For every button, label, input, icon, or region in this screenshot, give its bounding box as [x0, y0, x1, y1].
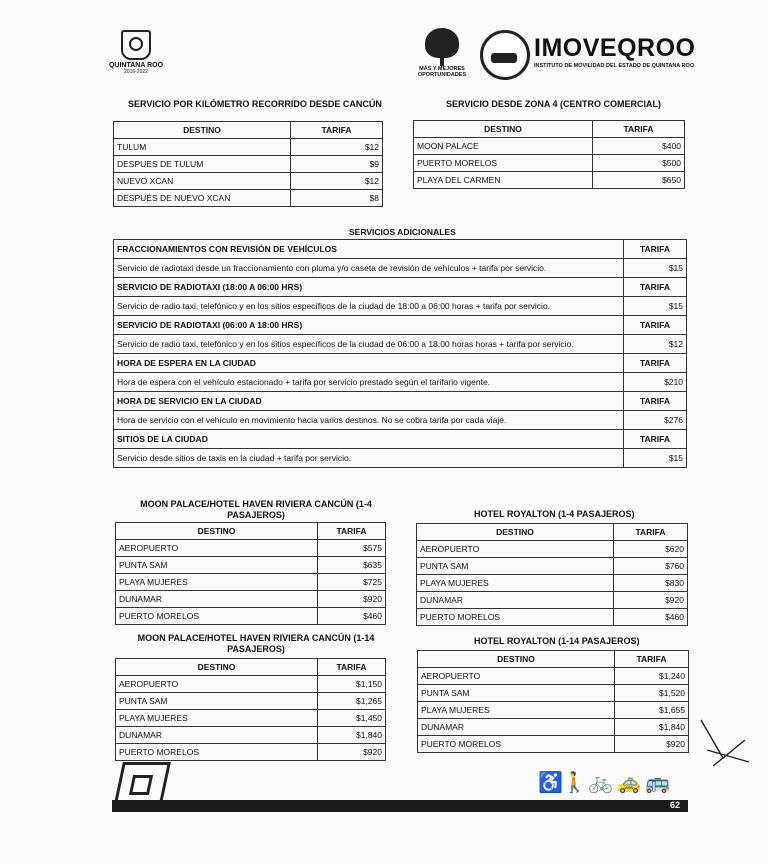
destino-cell: PUERTO MORELOS	[116, 744, 318, 761]
tarifa-cell: $460	[614, 609, 688, 626]
col-tarifa: TARIFA	[593, 121, 685, 138]
table-body	[418, 668, 689, 753]
tarifa-cell: $12	[291, 139, 383, 156]
service-heading: SERVICIO DE RADIOTAXI (18:00 A 06:00 HRS)	[114, 278, 624, 297]
service-description: Servicio de radio taxi, telefónico y en los sitios específicos de la ciudad de 18:00 a 06:00 horas + tarifa por servicio.	[114, 297, 624, 316]
tarifa-cell: $1,240	[615, 668, 689, 685]
col-tarifa: TARIFA	[318, 659, 386, 676]
col-tarifa: TARIFA	[624, 316, 687, 335]
table-body	[417, 541, 688, 626]
quintana-roo-logo	[106, 30, 166, 75]
service-rate: $15	[624, 259, 687, 278]
destino-cell: PUNTA SAM	[116, 693, 318, 710]
table-row	[116, 676, 386, 693]
org-name: IMOVEQROO	[534, 34, 696, 62]
table-row	[114, 139, 383, 156]
oportunidades-logo	[410, 28, 474, 78]
table-row	[116, 574, 386, 591]
service-detail-row	[114, 297, 687, 316]
destino-cell: PUERTO MORELOS	[418, 736, 615, 753]
destino-cell: DUNAMAR	[116, 591, 318, 608]
tarifa-cell: $9	[291, 156, 383, 173]
service-description: Hora de servicio con el vehículo en movimiento hacia varios destinos. No se cobra tarifa por cada viaje.	[114, 411, 624, 430]
table-row	[418, 736, 689, 753]
destino-cell: DESPUÉS DE NUEVO XCAN	[114, 190, 291, 207]
service-rate: $210	[624, 373, 687, 392]
destino-cell: PUERTO MORELOS	[417, 609, 614, 626]
table-body	[114, 139, 383, 207]
table-row	[418, 719, 689, 736]
tarifa-cell: $575	[318, 540, 386, 557]
tarifa-cell: $920	[614, 592, 688, 609]
taxi-icon: 🚕	[616, 772, 641, 794]
col-tarifa: TARIFA	[624, 430, 687, 449]
destino-cell: DESPUES DE TULUM	[114, 156, 291, 173]
destino-cell: DUNAMAR	[116, 727, 318, 744]
tarifa-cell: $1,840	[318, 727, 386, 744]
zona4-rates-table	[413, 120, 685, 189]
pedestrian-icon: 🚶	[562, 772, 587, 794]
col-tarifa: TARIFA	[624, 240, 687, 259]
tarifa-cell: $1,265	[318, 693, 386, 710]
footer-bar	[112, 800, 688, 812]
table-row	[116, 693, 386, 710]
table-row	[417, 592, 688, 609]
signature-mark-icon	[693, 710, 753, 770]
qroo-name: QUINTANA ROO	[108, 62, 164, 69]
royal14-rates-table	[417, 650, 689, 753]
bus-icon: 🚌	[645, 772, 670, 794]
col-tarifa: TARIFA	[624, 354, 687, 373]
imoveqroo-logo	[480, 30, 696, 80]
tarifa-cell: $8	[291, 190, 383, 207]
tree-slogan: MÁS Y MEJORES OPORTUNIDADES	[417, 66, 467, 78]
destino-cell: DUNAMAR	[418, 719, 615, 736]
col-tarifa: TARIFA	[624, 278, 687, 297]
table-row	[417, 609, 688, 626]
table-row	[116, 744, 386, 761]
destino-cell: MOON PALACE	[414, 138, 593, 155]
service-header-row	[114, 392, 687, 411]
table-row	[418, 685, 689, 702]
destino-cell: PLAYA MUJERES	[116, 710, 318, 727]
table-row	[417, 558, 688, 575]
destino-cell: PUNTA SAM	[418, 685, 615, 702]
service-description: Servicio de radio taxi, telefónico y en los sitios específicos de la ciudad de 06:00 a 18:00 horas horas + tarifa por servicio.	[114, 335, 624, 354]
table-row	[116, 557, 386, 574]
service-header-row	[114, 278, 687, 297]
table-row	[116, 540, 386, 557]
col-tarifa: TARIFA	[624, 392, 687, 411]
col-destino: DESTINO	[116, 659, 318, 676]
tree-icon	[425, 28, 459, 58]
moon14-title: MOON PALACE/HOTEL HAVEN RIVIERA CANCÚN (1-14 PASAJEROS)	[137, 633, 375, 654]
service-detail-row	[114, 411, 687, 430]
tarifa-cell: $760	[614, 558, 688, 575]
adicionales-title: SERVICIOS ADICIONALES	[349, 227, 456, 237]
destino-cell: DUNAMAR	[417, 592, 614, 609]
col-destino: DESTINO	[417, 524, 614, 541]
km-section-title: SERVICIO POR KILÓMETRO RECORRIDO DESDE CANCÚN	[128, 99, 382, 109]
destino-cell: PUNTA SAM	[116, 557, 318, 574]
col-destino: DESTINO	[418, 651, 615, 668]
table-row	[417, 541, 688, 558]
tarifa-cell: $1,655	[615, 702, 689, 719]
royal4-title: HOTEL ROYALTON (1-4 PASAJEROS)	[474, 509, 635, 519]
service-header-row	[114, 240, 687, 259]
col-destino: DESTINO	[114, 122, 291, 139]
table-row	[116, 710, 386, 727]
wheelchair-icon: ♿	[538, 772, 563, 794]
service-heading: SERVICIO DE RADIOTAXI (06:00 A 18:00 HRS)	[114, 316, 624, 335]
col-tarifa: TARIFA	[615, 651, 689, 668]
table-body	[116, 676, 386, 761]
zona4-title: SERVICIO DESDE ZONA 4 (CENTRO COMERCIAL)	[446, 99, 662, 109]
destino-cell: AEROPUERTO	[116, 676, 318, 693]
table-row	[414, 138, 685, 155]
service-detail-row	[114, 335, 687, 354]
destino-cell: PUNTA SAM	[417, 558, 614, 575]
destino-cell: NUEVO XCAN	[114, 173, 291, 190]
table-row	[114, 190, 383, 207]
service-heading: FRACCIONAMIENTOS CON REVISIÓN DE VEHÍCULOS	[114, 240, 624, 259]
destino-cell: PUERTO MORELOS	[414, 155, 593, 172]
table-row	[418, 702, 689, 719]
service-detail-row	[114, 373, 687, 392]
col-tarifa: TARIFA	[318, 523, 386, 540]
destino-cell: AEROPUERTO	[418, 668, 615, 685]
destino-cell: TULUM	[114, 139, 291, 156]
table-row	[418, 668, 689, 685]
destino-cell: AEROPUERTO	[417, 541, 614, 558]
service-rate: $12	[624, 335, 687, 354]
tarifa-cell: $920	[615, 736, 689, 753]
moon14-rates-table	[115, 658, 386, 761]
col-destino: DESTINO	[116, 523, 318, 540]
tarifa-cell: $12	[291, 173, 383, 190]
col-tarifa: TARIFA	[614, 524, 688, 541]
tarifa-cell: $400	[593, 138, 685, 155]
table-row	[417, 575, 688, 592]
tarifa-cell: $830	[614, 575, 688, 592]
service-heading: HORA DE ESPERA EN LA CIUDAD	[114, 354, 624, 373]
destino-cell: AEROPUERTO	[116, 540, 318, 557]
service-heading: SITIOS DE LA CIUDAD	[114, 430, 624, 449]
table-row	[114, 156, 383, 173]
destino-cell: PLAYA MUJERES	[116, 574, 318, 591]
tarifa-cell: $1,840	[615, 719, 689, 736]
tarifa-cell: $920	[318, 591, 386, 608]
table-row	[116, 591, 386, 608]
service-heading: HORA DE SERVICIO EN LA CIUDAD	[114, 392, 624, 411]
service-detail-row	[114, 259, 687, 278]
col-tarifa: TARIFA	[291, 122, 383, 139]
service-header-row	[114, 354, 687, 373]
tarifa-cell: $460	[318, 608, 386, 625]
service-rate: $15	[624, 297, 687, 316]
service-description: Servicio de radiotaxi desde un fraccionamiento con pluma y/o caseta de revisión de vehículos + tarifa por servicio.	[114, 259, 624, 278]
service-rate: $276	[624, 411, 687, 430]
table-row	[414, 172, 685, 189]
royal14-title: HOTEL ROYALTON (1-14 PASAJEROS)	[474, 636, 640, 646]
adicionales-table	[113, 239, 687, 468]
table-row	[116, 727, 386, 744]
table-row	[116, 608, 386, 625]
service-header-row	[114, 430, 687, 449]
qroo-years: 2016-2022	[124, 69, 148, 75]
moon4-rates-table	[115, 522, 386, 625]
destino-cell: PUERTO MORELOS	[116, 608, 318, 625]
tarifa-cell: $1,520	[615, 685, 689, 702]
table-row	[414, 155, 685, 172]
service-rate: $15	[624, 449, 687, 468]
tarifa-cell: $620	[614, 541, 688, 558]
service-detail-row	[114, 449, 687, 468]
tarifa-cell: $1,450	[318, 710, 386, 727]
tarifa-cell: $920	[318, 744, 386, 761]
destino-cell: PLAYA MUJERES	[418, 702, 615, 719]
service-description: Hora de espera con el vehículo estacionado + tarifa por servicio prestado según el tarifario vigente.	[114, 373, 624, 392]
service-header-row	[114, 316, 687, 335]
org-full-name: INSTITUTO DE MOVILIDAD DEL ESTADO DE QUINTANA ROO	[534, 63, 695, 69]
bicycle-icon: 🚲	[588, 772, 613, 794]
col-destino: DESTINO	[414, 121, 593, 138]
table-row	[114, 173, 383, 190]
service-description: Servicio desde sitios de taxis en la ciudad + tarifa por servicio.	[114, 449, 624, 468]
page-number: 62	[670, 800, 681, 810]
state-seal-icon	[121, 30, 151, 60]
vehicle-circle-icon	[480, 30, 530, 80]
table-body	[114, 240, 687, 468]
tarifa-cell: $725	[318, 574, 386, 591]
tarifa-cell: $650	[593, 172, 685, 189]
royal4-rates-table	[416, 523, 688, 626]
tarifa-cell: $500	[593, 155, 685, 172]
destino-cell: PLAYA DEL CARMEN	[414, 172, 593, 189]
tarifa-cell: $1,150	[318, 676, 386, 693]
table-body	[414, 138, 685, 189]
table-body	[116, 540, 386, 625]
moon4-title: MOON PALACE/HOTEL HAVEN RIVIERA CANCÚN (1-4 PASAJEROS)	[140, 499, 372, 520]
km-rates-table	[113, 121, 383, 207]
destino-cell: PLAYA MUJERES	[417, 575, 614, 592]
tarifa-cell: $635	[318, 557, 386, 574]
